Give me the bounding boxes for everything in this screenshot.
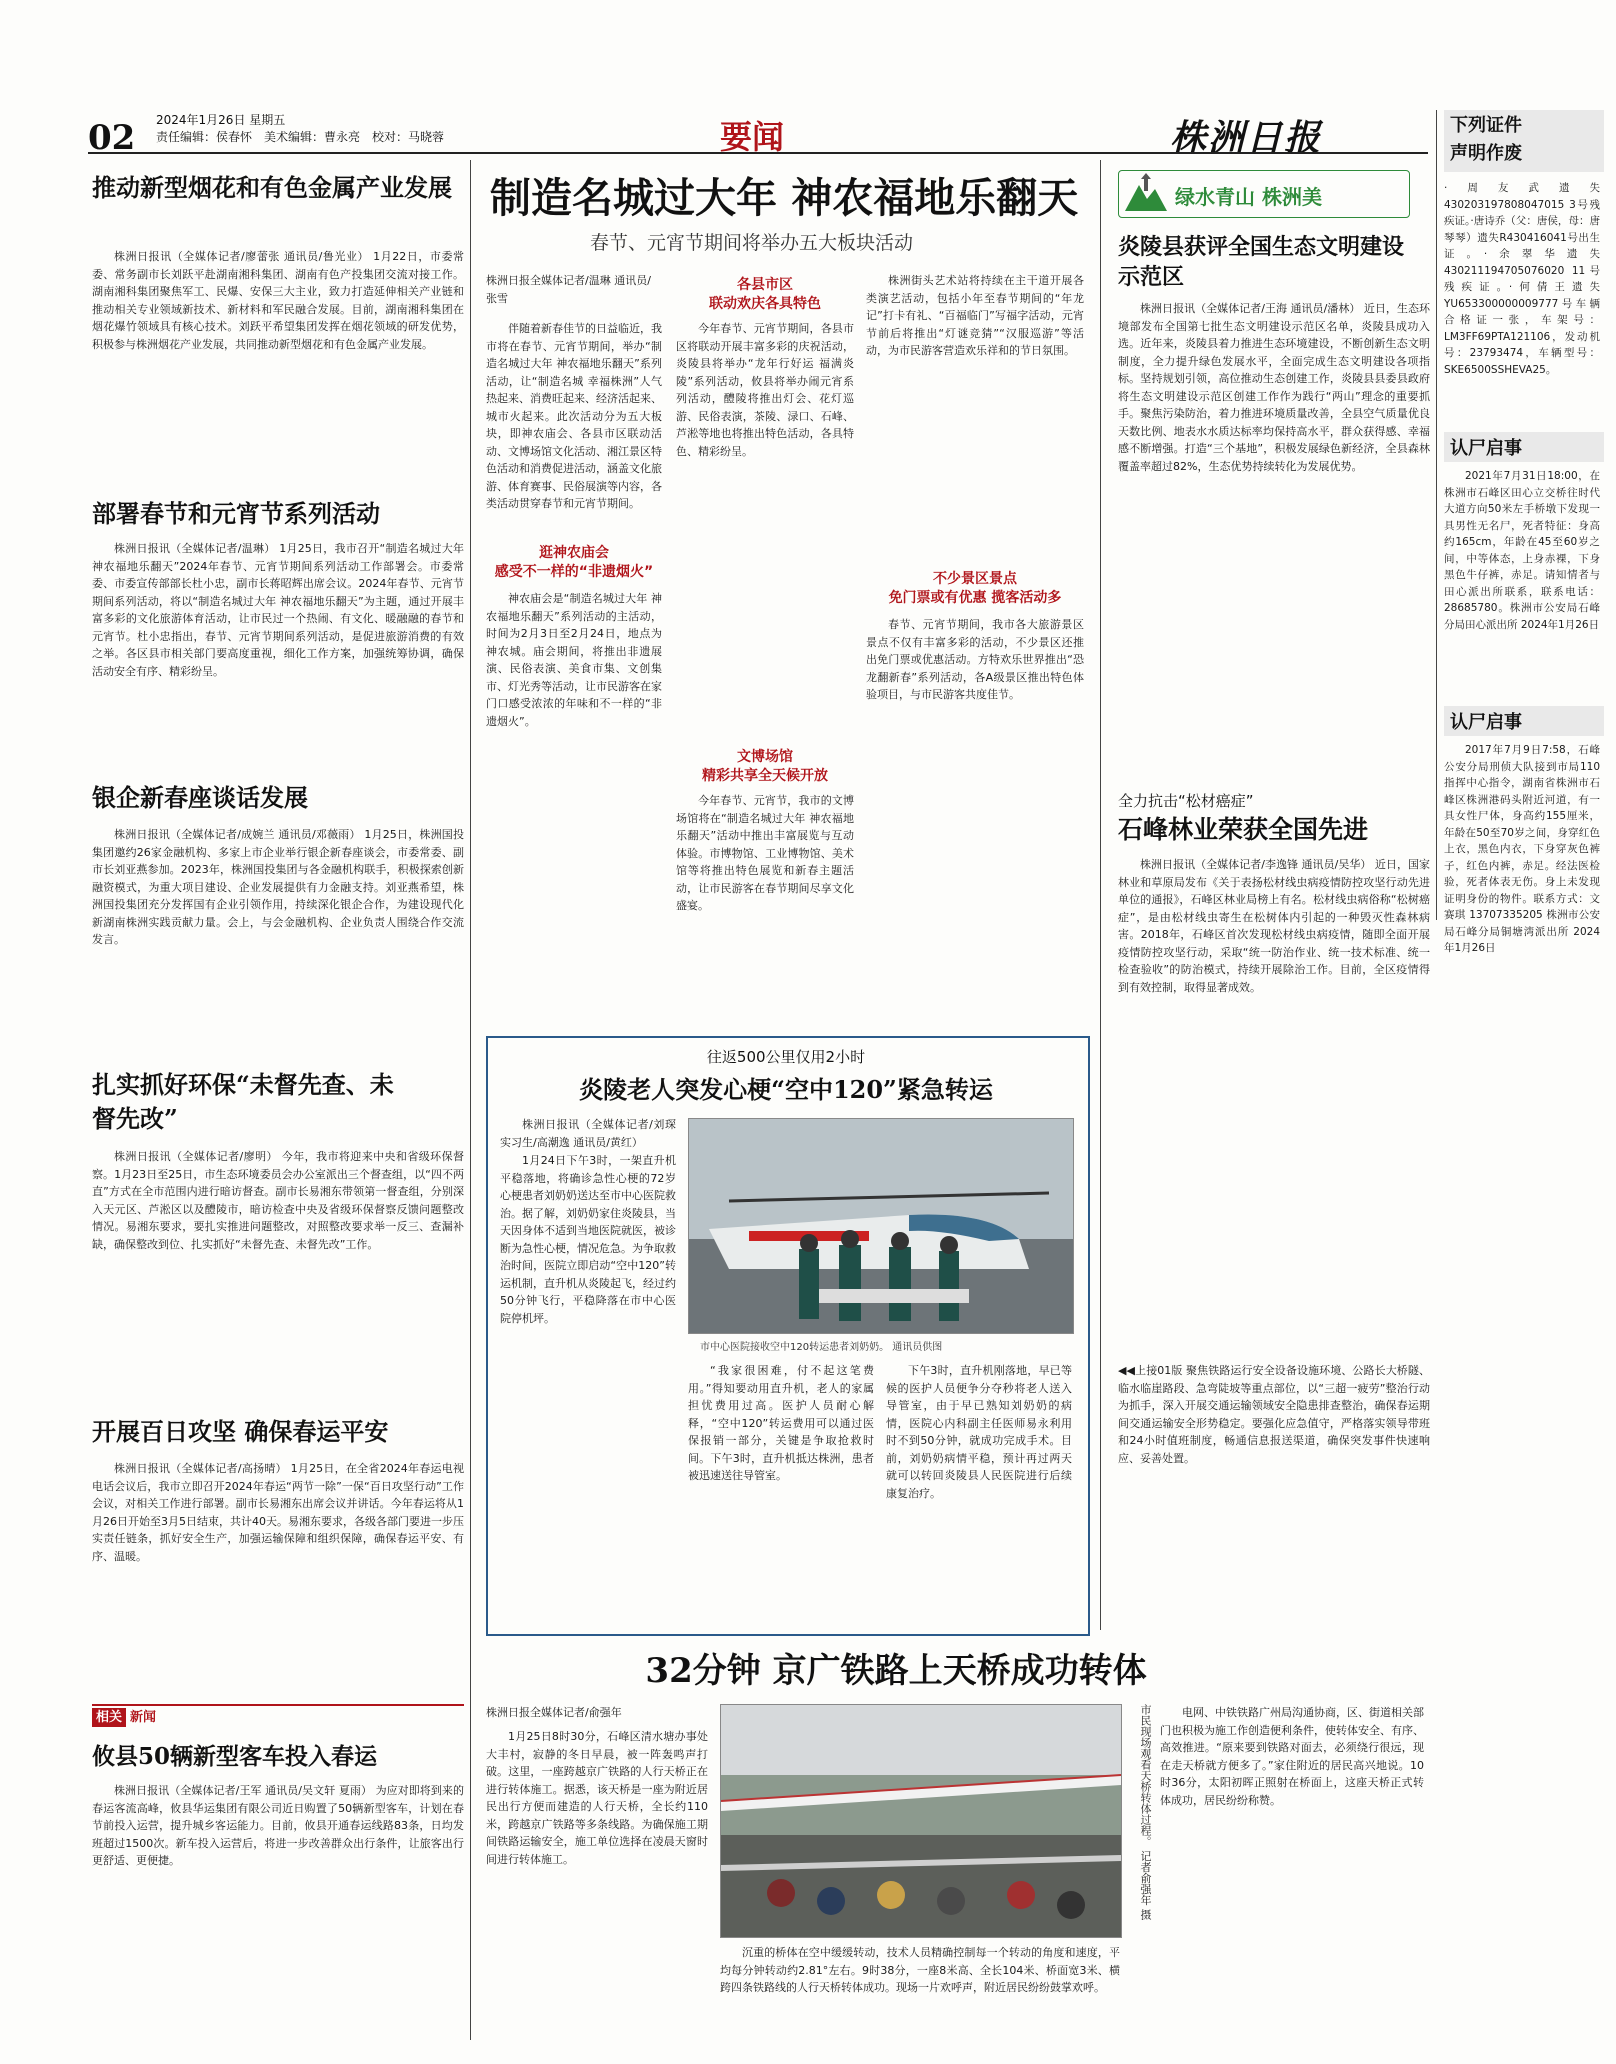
helicopter-photo <box>688 1118 1074 1334</box>
notice-divider <box>1436 110 1437 920</box>
article-chunyun: 株洲日报讯（全媒体记者/高扬晴） 1月25日，在全省2024年春运电视电话会议后，我市立即召开2024年春运“两节一除”一保“百日攻坚行动”工作会议，对相关工作进行部署。副市长易湘东出席会议并讲话。今年春运将从1月26日开始至3月5日结束，共计40天。易湘东要求，各级各部门要进一步压实责任链条，抓好安全生产，加强运输保障和组织保障，确保春运平安、有序、温暖。 <box>92 1462 464 1563</box>
page-editors: 责任编辑：侯春怀 美术编辑：曹永亮 校对：马晓蓉 <box>156 130 445 144</box>
kicker-songcai: 全力抗击“松材癌症” <box>1118 792 1254 810</box>
main-sub-jingqu: 不少景区景点 免门票或有优惠 揽客活动多 <box>888 571 1062 606</box>
main-byline: 株洲日报全媒体记者/温琳 通讯员/张雪 <box>486 274 651 305</box>
headline-yanling: 炎陵县获评全国生态文明建设示范区 <box>1118 234 1405 290</box>
notice-r1-title: 认尸启事 <box>1450 438 1522 459</box>
bottom-col2: 沉重的桥体在空中缓缓转动，技术人员精确控制每一个转动的角度和速度，平均每分钟转动约2.81°左右。9时38分，一座8米高、全长104米、桥面宽3米、横跨四条铁路线的人行天桥转体成功。现场一片欢呼声，附近居民纷纷鼓掌欢呼。 <box>720 1946 1120 1994</box>
main-sub-miaohui: 逛神农庙会 感受不一样的“非遗烟火” <box>494 545 654 580</box>
article-huanbao: 株洲日报讯（全媒体记者/廖明） 今年，我市将迎来中央和省级环保督察。1月23日至25日，市生态环境委员会办公室派出三个督查组，以“四不两直”方式在全市范围内进行暗访督查。副市长易湘东带领第一督查组，分别深入天元区、芦淞区以及醴陵市，暗访检查中央及省级环保督察反馈问题整改情况。易湘东要求，要扎实推进问题整改，对照整改要求举一反三、查漏补缺，确保整改到位、扎实抓好“未督先查、未督先改”工作。 <box>92 1150 464 1251</box>
eco-badge <box>1118 170 1410 218</box>
helicopter-col2: “我家很困难，付不起这笔费用。”得知要动用直升机，老人的家属担忧费用过高。医护人员耐心解释，“空中120”转运费用可以通过医保报销一部分，关键是争取抢救时间。下午3时，直升机抵达株洲，患者被迅速送往导管室。 <box>688 1364 874 1482</box>
main-col1: 伴随着新春佳节的日益临近，我市将在春节、元宵节期间，举办“制造名城过大年 神农福地乐翻天”系列活动，让“制造名城 幸福株洲”人气热起来、消费旺起来、经济活起来、城市火起来。此次活动分为五大板块，即神农庙会、各县市区联动活动、文博场馆文化活动、湘江景区特色活动和消费促进活动，涵盖文化旅游、体育赛事、民俗展演等内容，各类活动贯穿春节和元宵节期间。 <box>486 322 662 510</box>
helicopter-byline: 株洲日报讯（全媒体记者/刘琛 实习生/高潮逸 通讯员/黄红） <box>500 1118 676 1149</box>
notice-r1-body: 2021年7月31日18:00，在株洲市石峰区田心立交桥往时代大道方向50米左手桥墩下发现一具男性无名尸，死者特征：身高约165cm，年龄在45至60岁之间，中等体态，上身赤裸，下身黑色牛仔裤，赤足。请知情者与田心派出所联系，联系电话：28685780。株洲市公安局石峰分局田心派出所 2024年1月26日 <box>1444 470 1600 631</box>
helicopter-col1: 1月24日下午3时，一架直升机平稳落地，将确诊急性心梗的72岁心梗患者刘奶奶送达至市中心医院救治。据了解，刘奶奶家住炎陵县，当天因身体不适到当地医院就医，被诊断为急性心梗，情况危急。为争取救治时间，医院立即启动“空中120”转运机制，直升机从炎陵起飞，经过约50分钟飞行，平稳降落在市中心医院停机坪。 <box>500 1154 676 1325</box>
main-headline: 制造名城过大年 神农福地乐翻天 <box>490 174 1079 222</box>
headline-yanhua: 推动新型烟花和有色金属产业发展 <box>92 173 452 202</box>
helicopter-caption: 市中心医院接收空中120转运患者刘奶奶。 通讯员供图 <box>700 1342 943 1353</box>
headline-yinqi: 银企新春座谈话发展 <box>92 783 308 812</box>
page-date: 2024年1月26日 星期五 <box>156 113 286 127</box>
notice-zj-body: ·周友武遗失430203197808047015 3号残疾证。·唐诗乔（父：唐侯，母：唐琴琴）遗失R430416041号出生证。·余翠华遗失430211194705076020 11号残疾证。·何倩王遗失YU653300000009777号车辆合格证一张，车架号：LM3FF69PTA121106，发动机号：23793474，车辆型号：SKE6500SSHEVA25。 <box>1444 182 1600 376</box>
article-yanling: 株洲日报讯（全媒体记者/王海 通讯员/潘林） 近日，生态环境部发布全国第七批生态文明建设示范区名单，炎陵县成功入选。近年来，炎陵县着力推进生态环境建设，不断创新生态文明制度，全力提升绿色发展水平，全面完成生态文明建设各项指标。坚持规划引领，高位推动生态创建工作，炎陵县县委县政府将生态文明建设示范区创建工作作为践行“两山”理念的重要抓手。聚焦污染防治，着力推进环境质量改善，全县空气质量优良天数比例、地表水水质达标率均保持高水平，群众获得感、幸福感不断增强。打造“三个基地”，积极发展绿色新经济，全县森林覆盖率超过82%，生态优势持续转化为发展优势。 <box>1118 302 1430 473</box>
headline-chunyun: 开展百日攻坚 确保春运平安 <box>92 1417 389 1446</box>
helicopter-headline: 炎陵老人突发心梗“空中120”紧急转运 <box>579 1075 993 1104</box>
column-divider <box>470 160 471 2040</box>
newspaper-logo: 株洲日报 <box>1170 117 1323 159</box>
bottom-col3: 电网、中铁铁路广州局沟通协商，区、街道相关部门也积极为施工作创造便利条件，使转体安全、有序、高效推进。“原来要到铁路对面去，必须绕行很远，现在走天桥就方便多了。”家住附近的居民高兴地说。10时36分，太阳初晖正照射在桥面上，这座天桥正式转体成功，居民纷纷称赞。 <box>1160 1706 1424 1807</box>
headline-shifeng: 石峰林业荣获全国先进 <box>1118 815 1369 844</box>
article-youxian: 株洲日报讯（全媒体记者/王军 通讯员/吴文轩 夏雨） 为应对即将到来的春运客流高峰，攸县华运集团有限公司近日购置了50辆新型客车，计划在春节前投入运营，提升城乡客运能力。目前，攸县开通春运线路83条，日均发班超过1500次。新车投入运营后，将进一步改善群众出行条件，让旅客出行更舒适、更便捷。 <box>92 1784 464 1867</box>
article-yinqi: 株洲日报讯（全媒体记者/成婉兰 通讯员/邓薇雨） 1月25日，株洲国投集团邀约26家金融机构、多家上市企业举行银企新春座谈会，市委常委、副市长刘亚燕参加。2023年，株洲国投集团与各金融机构联手，积极探索创新融资模式，为重大项目建设、企业发展提供有力金融支持。刘亚燕希望，株洲国投集团充分发挥国有企业引领作用，持续深化银企合作，为建设现代化新湖南株洲实践贡献力量。会上，与会金融机构、企业负责人围绕合作交流发言。 <box>92 828 464 946</box>
notice-r2-body: 2017年7月9日7:58，石峰公安分局刑侦大队接到市局110指挥中心指令，湖南省株洲市石峰区株洲港码头附近河道，有一具女性尸体，身高约155厘米，年龄在50至70岁之间，身穿红色上衣，黑色内衣，下身穿灰色裤子，红色内裤，赤足。经法医检验，死者体表无伤。身上未发现证明身份的物件。联系方式：文赛琪 13707335205 株洲市公安局石峰分局铜塘湾派出所 2024年1月26日 <box>1444 744 1600 954</box>
helicopter-kicker: 往返500公里仅用2小时 <box>706 1048 866 1066</box>
bridge-photo <box>720 1704 1122 1938</box>
main-col3b: 春节、元宵节期间，我市各大旅游景区景点不仅有丰富多彩的活动，不少景区还推出免门票或优惠活动。方特欢乐世界推出“恐龙翻新春”系列活动，各A级景区推出特色体验项目，与市民游客共度佳节。 <box>866 618 1084 701</box>
main-sub-wenbo: 文博场馆 精彩共享全天候开放 <box>702 749 828 784</box>
main-col1b: 神农庙会是“制造名城过大年 神农福地乐翻天”系列活动的主活动，时间为2月3日至2月24日，地点为神农城。庙会期间，将推出非遗展演、民俗表演、美食市集、文创集市、灯光秀等活动，让市民游客在家门口感受浓浓的年味和不一样的“非遗烟火”。 <box>486 592 662 728</box>
article-yanhua: 株洲日报讯（全媒体记者/廖蕾张 通讯员/鲁光业） 1月22日，市委常委、常务副市长刘跃平赴湖南湘科集团、湖南有色产投集团交流对接工作。湖南湘科集团聚焦军工、民爆、安保三大主业，致力打造延伸相关产业链和推动相关专业领域新技术、新材料和军民融合发展。目前，湖南湘科集团在烟花爆竹领域具有核心技术。刘跃平希望集团发挥在烟花领域的研发优势，积极参与株洲烟花产业发展，共同推动新型烟花和有色金属产业发展。 <box>92 250 464 351</box>
right-column-divider <box>1100 160 1101 1630</box>
notice-r2-title: 认尸启事 <box>1450 712 1522 733</box>
headline-huanbao: 扎实抓好环保“未督先查、未督先改” <box>92 1070 394 1133</box>
notice-zj-title: 下列证件 声明作废 <box>1450 115 1522 164</box>
main-sub-xianshi: 各县市区 联动欢庆各具特色 <box>709 277 821 312</box>
headline-youxian: 攸县50辆新型客车投入春运 <box>92 1743 378 1770</box>
related-label: 新闻 <box>130 1710 157 1725</box>
section-title: 要闻 <box>720 118 785 156</box>
bottom-headline: 32分钟 京广铁路上天桥成功转体 <box>645 1651 1147 1691</box>
main-col2: 今年春节、元宵节期间，各县市区将联动开展丰富多彩的庆祝活动，炎陵县将举办“龙年行好运 福满炎陵”系列活动，攸县将举办闹元宵系列活动，醴陵将推出灯会、花灯巡游、民俗表演，茶陵、渌口、石峰、芦淞等地也将推出特色活动，各具特色、精彩纷呈。 <box>676 322 854 458</box>
header-rule <box>88 152 1428 154</box>
bridge-photo-graphic <box>721 1705 1121 1937</box>
main-subtitle: 春节、元宵节期间将举办五大板块活动 <box>590 232 914 254</box>
helicopter-col3: 下午3时，直升机刚落地，早已等候的医护人员便争分夺秒将老人送入导管室，由于早已熟知刘奶奶的病情，医院心内科副主任医师易永利用时不到50分钟，就成功完成手术。目前，刘奶奶病情平稳，预计再过两天就可以转回炎陵县人民医院进行后续康复治疗。 <box>886 1364 1072 1500</box>
headline-chunjie: 部署春节和元宵节系列活动 <box>92 499 380 528</box>
main-col2b: 今年春节、元宵节，我市的文博场馆将在“制造名城过大年 神农福地乐翻天”活动中推出丰富展览与互动体验。市博物馆、工业博物馆、美术馆等将推出特色展览和新春主题活动，让市民游客在春节期间尽享文化盛宴。 <box>676 794 854 912</box>
article-shifeng: 株洲日报讯（全媒体记者/李逸锋 通讯员/吴华） 近日，国家林业和草原局发布《关于表扬松材线虫病疫情防控攻坚行动先进单位的通报》，石峰区林业局榜上有名。松材线虫病俗称“松树癌症”，是由松材线虫寄生在松树体内引起的一种毁灭性森林病害。2018年，石峰区首次发现松材线虫病疫情，随即全面开展疫情防控攻坚行动，采取“统一防治作业、统一技术标准、统一检查验收”的防治模式，持续开展除治工作。目前，全区疫情得到有效控制，取得显著成效。 <box>1118 858 1430 994</box>
related-tag: 相关 <box>92 1708 126 1727</box>
bottom-byline: 株洲日报全媒体记者/俞强年 <box>486 1706 622 1719</box>
article-continued: ◀◀上接01版 聚焦铁路运行安全设备设施环境、公路长大桥隧、临水临崖路段、急弯陡坡等重点部位，以“三超一疲劳”整治行动为抓手，深入开展交通运输领域安全隐患排查整治，确保春运期间交通运输安全形势稳定。要强化应急值守，严格落实领导带班和24小时值班制度，畅通信息报送渠道，确保突发事件快速响应、妥善处置。 <box>1118 1364 1430 1465</box>
related-bar <box>92 1704 464 1725</box>
main-col3: 株洲街头艺术站将持续在主干道开展各类演艺活动，包括小年至春节期间的“年龙记”打卡有礼、“百福临门”写福字活动，元宵节前后将推出“灯谜竞猜”“汉服巡游”等活动，为市民游客营造欢乐祥和的节日氛围。 <box>866 274 1084 357</box>
bridge-caption: 市民现场观看天桥转体过程。 记者俞强年 摄 <box>1139 1704 1152 1920</box>
mountain-pagoda-icon <box>1123 171 1169 215</box>
bottom-col1: 1月25日8时30分，石峰区清水塘办事处大丰村，寂静的冬日早晨，被一阵轰鸣声打破。这里，一座跨越京广铁路的人行天桥正在进行转体施工。据悉，该天桥是一座为附近居民出行方便而建造的人行天桥，全长约110米，跨越京广铁路等多条线路。为确保施工期间铁路运输安全，施工单位选择在凌晨天窗时间进行转体施工。 <box>486 1730 708 1866</box>
page-meta <box>156 112 656 146</box>
eco-badge-label: 绿水青山 株洲美 <box>1175 185 1322 209</box>
article-chunjie: 株洲日报讯（全媒体记者/温琳） 1月25日，我市召开“制造名城过大年 神农福地乐翻天”2024年春节、元宵节期间系列活动工作部署会。市委常委、市委宣传部部长杜小忠，副市长蒋昭辉出席会议。2024年春节、元宵节期间系列活动，将以“制造名城过大年 神农福地乐翻天”为主题，通过开展丰富多彩的文化旅游体育活动，让市民过一个热闹、有文化、暖融融的春节和元宵节。杜小忠指出，春节、元宵节期间系列活动，是促进旅游消费的有效之举。各区县市相关部门要高度重视，细化工作方案，加强统筹协调，确保活动安全有序、精彩纷呈。 <box>92 542 464 678</box>
helicopter-photo-graphic <box>689 1119 1073 1333</box>
page-number: 02 <box>88 118 136 158</box>
